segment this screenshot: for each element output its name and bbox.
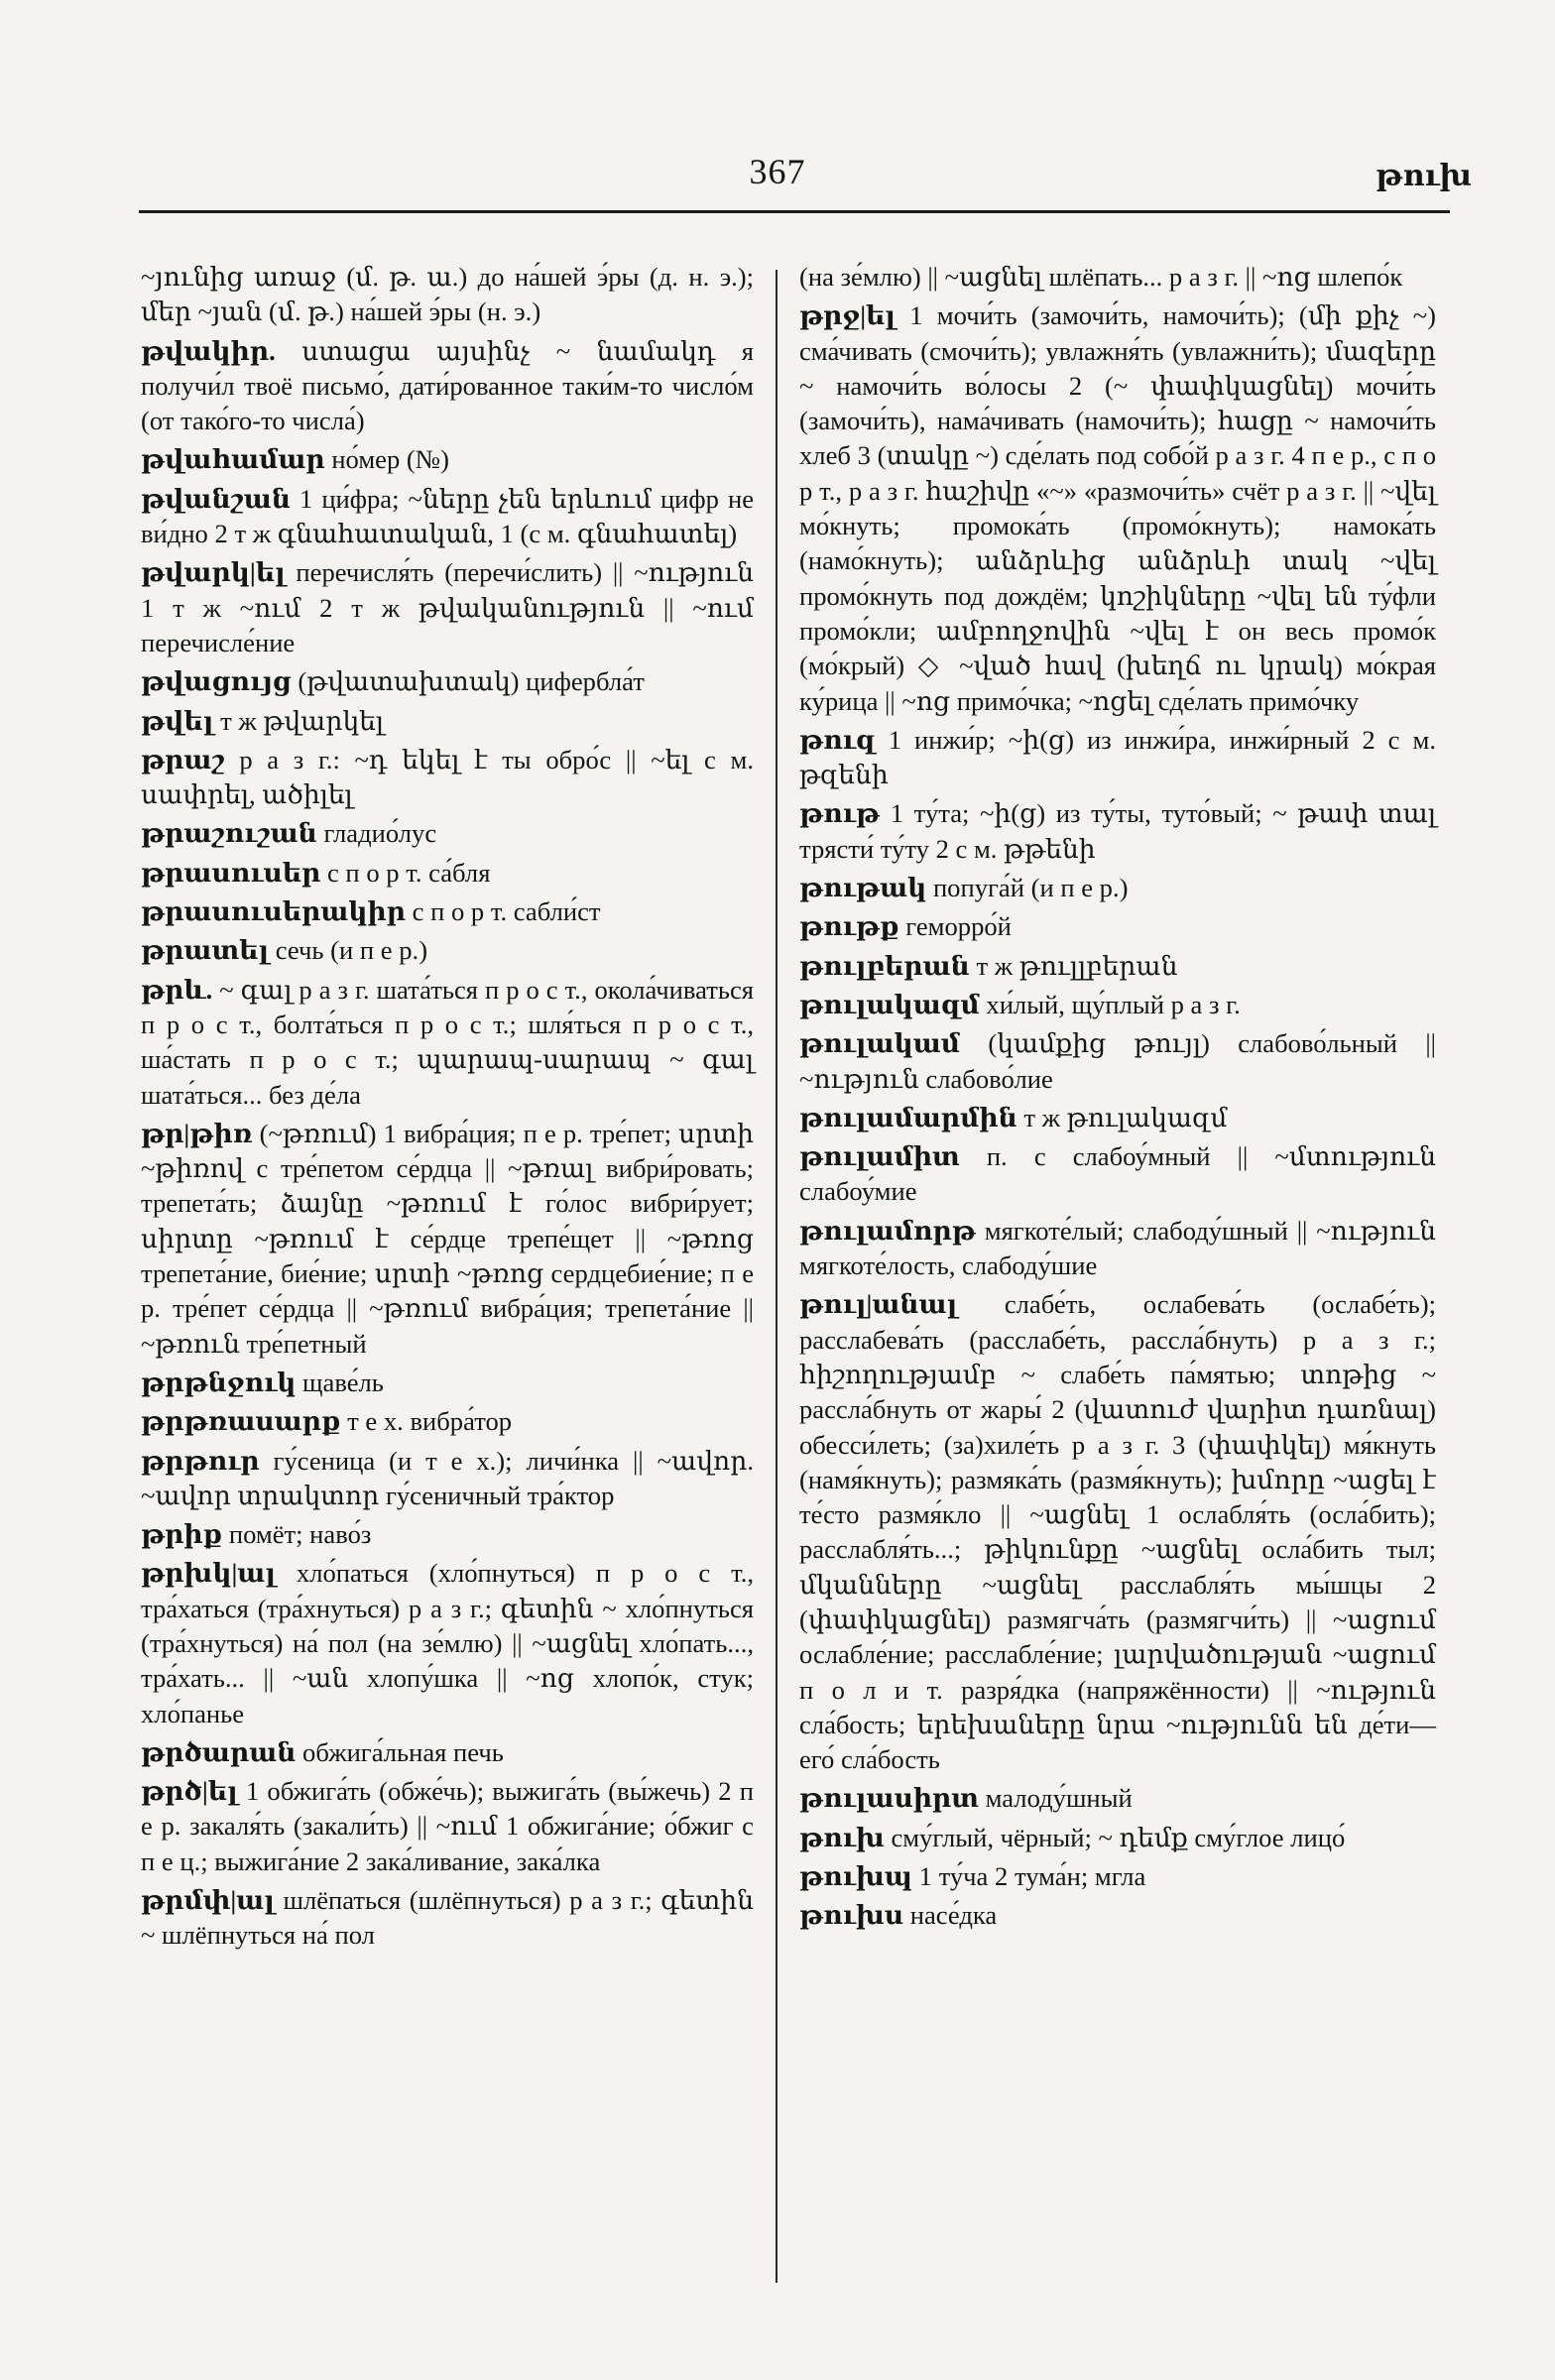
entry-headword: թրև. — [141, 974, 213, 1005]
entry-definition: п. с слабоу́мный || ~մտություն слабоу́мие — [799, 1141, 1436, 1207]
entry-definition: (на зе́млю) || ~ացնել шлёпать... р а з г. || ~ոց шлепо́к — [799, 262, 1403, 292]
entry-definition: с п о р т. сабли́ст — [412, 896, 601, 927]
entry-headword: թրմփ|ալ — [141, 1885, 275, 1916]
entry-headword: թվարկ|ել — [141, 557, 286, 588]
entry-headword: թվել — [141, 705, 214, 736]
entry-headword: թրծ|ել — [141, 1776, 238, 1807]
dictionary-entry — [141, 1556, 754, 1730]
entry-definition: ստացա այսինչ ~ նամակդ я получи́л твоё письмо́, дати́рованное таки́м-то число́м (от тако́го-то числа́) — [141, 335, 754, 436]
entry-definition: с п о р т. са́бля — [326, 857, 491, 888]
entry-definition: гладио́лус — [323, 818, 437, 849]
entry-definition: слабе́ть, ослабева́ть (ослабе́ть); расслабева́ть (расслабе́ть, рассла́бнуть) р а з г.; հիշողությամբ ~ слабе́ть па́мятью; տոթից ~ рассла́бнуть от жары́ 2 (վատուժ վարիտ դառնալ) обесси́леть; (за)хиле́ть р а з г. 3 (փափկել) мя́кнуть (намя́кнуть); размяка́ть (размя́кнуть); խմորը ~ացել է те́сто размя́кло || ~ացնել 1 ослабля́ть (осла́бить); расслабля́ть...; թիկունքը ~ացնել осла́бить тыл; մկանները ~ացնել расслабля́ть мы́шцы 2 (փափկացնել) размягча́ть (размягчи́ть) || ~ացում ослабле́ние; расслабле́ние; լարվածության ~ացում п о л и т. разря́дка (напряжённости) || ~ություն сла́бость; երեխաները նրա ~ությունն են де́ти—его́ сла́бость — [799, 1289, 1436, 1775]
entry-headword: թրիք — [141, 1519, 223, 1550]
dictionary-entry — [141, 442, 754, 477]
dictionary-entry — [141, 555, 754, 660]
dictionary-entry — [141, 482, 754, 552]
dictionary-entry — [141, 1883, 754, 1954]
dictionary-entry — [141, 260, 754, 330]
entry-headword: թուխ — [799, 1822, 885, 1852]
entry-definition: 1 ту́ча 2 тума́н; мгла — [918, 1861, 1146, 1892]
dictionary-entry — [799, 1287, 1436, 1777]
dictionary-entry — [799, 1859, 1436, 1894]
dictionary-entry — [799, 1781, 1436, 1816]
dictionary-entry — [141, 704, 754, 739]
entry-headword: թութ — [799, 798, 881, 829]
dictionary-entry — [799, 298, 1436, 719]
entry-definition: ~ գալ р а з г. шата́ться п р о с т., окола́чиваться п р о с т., болта́ться п р о с т.; шля́ться п р о с т., ша́стать п р о с т.; պարապ-սարապ ~ գալ шата́ться... без де́ла — [141, 974, 754, 1110]
entry-headword: թվահամար — [141, 444, 325, 475]
dictionary-entry — [799, 1214, 1436, 1284]
dictionary-entry — [799, 871, 1436, 905]
entry-definition: 1 ци́фра; ~ները չեն երևում цифр не ви́дно 2 т ж գնահատական, 1 (с м. գնահատել) — [141, 483, 754, 549]
entry-headword: թուլասիրտ — [799, 1783, 979, 1814]
entry-headword: թրաշուշան — [141, 818, 317, 849]
entry-headword: թուլակամ — [799, 1028, 960, 1059]
entry-headword: թրասուսեր — [141, 857, 321, 888]
entry-definition: насе́дка — [909, 1900, 998, 1931]
entry-headword: թվակիր. — [141, 335, 276, 366]
entry-headword: թրթնջուկ — [141, 1367, 297, 1397]
entry-headword: թուլակազմ — [799, 989, 980, 1019]
dictionary-entry — [141, 1774, 754, 1879]
entry-definition: гу́сеница (и т е х.); личи́нка || ~ավոր. ~ավոր տրակտոր гу́сеничный тра́ктор — [141, 1445, 754, 1510]
dictionary-entry — [799, 260, 1436, 295]
entry-definition: ~յունից առաջ (մ. թ. ա.) до на́шей э́ры (д. н. э.); մեր ~յան (մ. թ.) на́шей э́ры (н. э.) — [141, 262, 754, 327]
dictionary-entry — [141, 1517, 754, 1552]
entry-definition: р а з г.: ~դ եկել է ты обро́с || ~ել с м. սափրել, ածիլել — [141, 744, 754, 810]
header-rule — [139, 210, 1450, 213]
dictionary-entry — [141, 1366, 754, 1400]
dictionary-entry — [799, 909, 1436, 944]
dictionary-entry — [141, 664, 754, 699]
dictionary-entry — [141, 933, 754, 968]
entry-headword: թուլ|անալ — [799, 1289, 958, 1320]
dictionary-entry — [141, 856, 754, 891]
entry-definition: помёт; наво́з — [228, 1519, 372, 1550]
entry-definition: 1 инжи́р; ~ի(ց) из инжи́ра, инжи́рный 2 с м. թզենի — [799, 724, 1436, 790]
dictionary-entry — [799, 949, 1436, 984]
dictionary-entry — [799, 796, 1436, 867]
entry-headword: թրծարան — [141, 1736, 297, 1767]
dictionary-entry — [141, 973, 754, 1113]
entry-definition: хи́лый, щу́плый р а з г. — [986, 989, 1241, 1019]
entry-definition: сечь (и п е р.) — [275, 935, 428, 966]
dictionary-entry — [141, 334, 754, 439]
entry-headword: թրասուսերակիր — [141, 896, 406, 927]
dictionary-entry — [799, 1101, 1436, 1135]
entry-headword: թրջ|ել — [799, 300, 897, 331]
entry-definition: попуга́й (и п е р.) — [932, 873, 1129, 903]
entry-definition: (թվատախտակ) цифербла́т — [298, 666, 645, 697]
entry-definition: но́мер (№) — [331, 444, 449, 475]
left-column — [141, 260, 754, 1958]
entry-headword: թրթռասարք — [141, 1406, 341, 1437]
entry-headword: թուլամորթ — [799, 1215, 976, 1246]
entry-headword: թուլամիտ — [799, 1141, 960, 1172]
entry-definition: малоду́шный — [985, 1783, 1133, 1814]
dictionary-entry — [141, 743, 754, 813]
running-head: թուխ — [1376, 160, 1472, 192]
entry-definition: сму́глый, чёрный; ~ դեմք сму́глое лицо́ — [891, 1822, 1346, 1852]
entry-headword: թվանշան — [141, 483, 291, 514]
entry-definition: шлёпаться (шлёпнуться) р а з г.; գետին ~ шлёпнуться на́ пол — [141, 1885, 754, 1951]
entry-headword: թուլամարմին — [799, 1102, 1017, 1132]
entry-headword: թրթուր — [141, 1445, 260, 1476]
entry-headword: թութակ — [799, 873, 927, 903]
dictionary-entry — [799, 1139, 1436, 1210]
dictionary-entry — [799, 1026, 1436, 1097]
entry-definition: мягкоте́лый; слабоду́шный || ~ություն мягкоте́лость, слабоду́шие — [799, 1215, 1436, 1281]
dictionary-entry — [141, 894, 754, 929]
dictionary-entry — [141, 816, 754, 851]
entry-headword: թր|թիռ — [141, 1118, 253, 1148]
entry-definition: 1 обжига́ть (обже́чь); выжига́ть (вы́жечь) 2 п е р. закаля́ть (закали́ть) || ~ում 1 обжига́ние; о́бжиг с п е ц.; выжига́ние 2 зака́ливание, зака́лка — [141, 1776, 754, 1876]
entry-definition: перечисля́ть (перечи́слить) || ~ություն 1 т ж ~ում 2 т ж թվականություն || ~ում перечисле́ние — [141, 557, 754, 657]
dictionary-entry — [141, 1444, 754, 1514]
dictionary-entry — [141, 1404, 754, 1439]
entry-definition: т ж թուլլբերան — [976, 950, 1178, 981]
dictionary-entry — [799, 1821, 1436, 1855]
dictionary-entry — [799, 1898, 1436, 1933]
entry-definition: т ж թուլակազմ — [1023, 1102, 1228, 1132]
dictionary-entry — [799, 988, 1436, 1022]
entry-definition: щаве́ль — [302, 1367, 384, 1397]
entry-definition: 1 мочи́ть (замочи́ть, намочи́ть); (մի քիչ ~) сма́чивать (смочи́ть); увлажня́ть (увлажни́ть); մազերը ~ намочи́ть во́лосы 2 (~ փափկացնել) мочи́ть (замочи́ть), нама́чивать (намочи́ть); հացը ~ намочи́ть хлеб 3 (տակը ~) сде́лать под собо́й р а з г. 4 п е р., с п о р т., р а з г. հաշիվը «~» «размочи́ть» счёт р а з г. || ~վել мо́кнуть; промока́ть (промо́кнуть); намока́ть (намо́кнуть); անձրևից անձրևի տակ ~վել промо́кнуть под дождём; կոշիկները ~վել են ту́фли промо́кли; ամբողջովին ~վել է он весь промо́к (мо́крый) ◇ ~ված հավ (խեղճ ու կրակ) мо́края ку́рица || ~ոց примо́чка; ~ոցել сде́лать примо́чку — [799, 300, 1436, 716]
entry-definition: т е х. вибра́тор — [347, 1406, 513, 1437]
dictionary-entry — [141, 1117, 754, 1362]
column-divider — [776, 270, 778, 2283]
dictionary-entry — [141, 1735, 754, 1770]
entry-headword: թուխս — [799, 1900, 904, 1931]
entry-definition: (կամքից թույլ) слабово́льный || ~ություն слабово́лие — [799, 1028, 1436, 1094]
entry-definition: т ж թվարկել — [220, 705, 384, 736]
entry-definition: (~թռում) 1 вибра́ция; п е р. тре́пет; սրտի ~թիռով с тре́петом се́рдца || ~թռալ вибри́ровать; трепета́ть; ձայնը ~թռում է го́лос вибри́рует; սիրտը ~թռում է се́рдце трепе́щет || ~թռոց трепета́ние, бие́ние; սրտի ~թռոց сердцебие́ние; п е р. тре́пет се́рдца || ~թռում вибра́ция; трепета́ние || ~թռուն тре́петный — [141, 1118, 754, 1359]
entry-headword: թրատել — [141, 935, 270, 966]
entry-headword: թութք — [799, 911, 899, 942]
entry-headword: թուզ — [799, 724, 876, 755]
entry-definition: 1 ту́та; ~ի(ց) из ту́ты, туто́вый; ~ թափ տալ трясти́ ту́ту 2 с м. թթենի — [799, 798, 1436, 864]
entry-headword: թուլբերան — [799, 950, 970, 981]
entry-definition: геморро́й — [905, 911, 1012, 942]
right-column — [799, 260, 1436, 1938]
entry-headword: թվացույց — [141, 666, 292, 697]
entry-headword: թրխկ|ալ — [141, 1558, 276, 1589]
entry-definition: хло́паться (хло́пнуться) п р о с т., тра́хаться (тра́хнуться) р а з г.; գետին ~ хло́пнуться (тра́хнуться) на́ пол (на зе́млю) || ~ացնել хло́пать..., тра́хать... || ~ան хлопу́шка || ~ոց хлопо́к, стук; хло́панье — [141, 1558, 755, 1728]
entry-definition: обжига́льная печь — [302, 1736, 504, 1767]
entry-headword: թուխպ — [799, 1861, 912, 1892]
page-number: 367 — [749, 152, 806, 191]
dictionary-entry — [799, 723, 1436, 793]
entry-headword: թրաշ — [141, 744, 225, 774]
